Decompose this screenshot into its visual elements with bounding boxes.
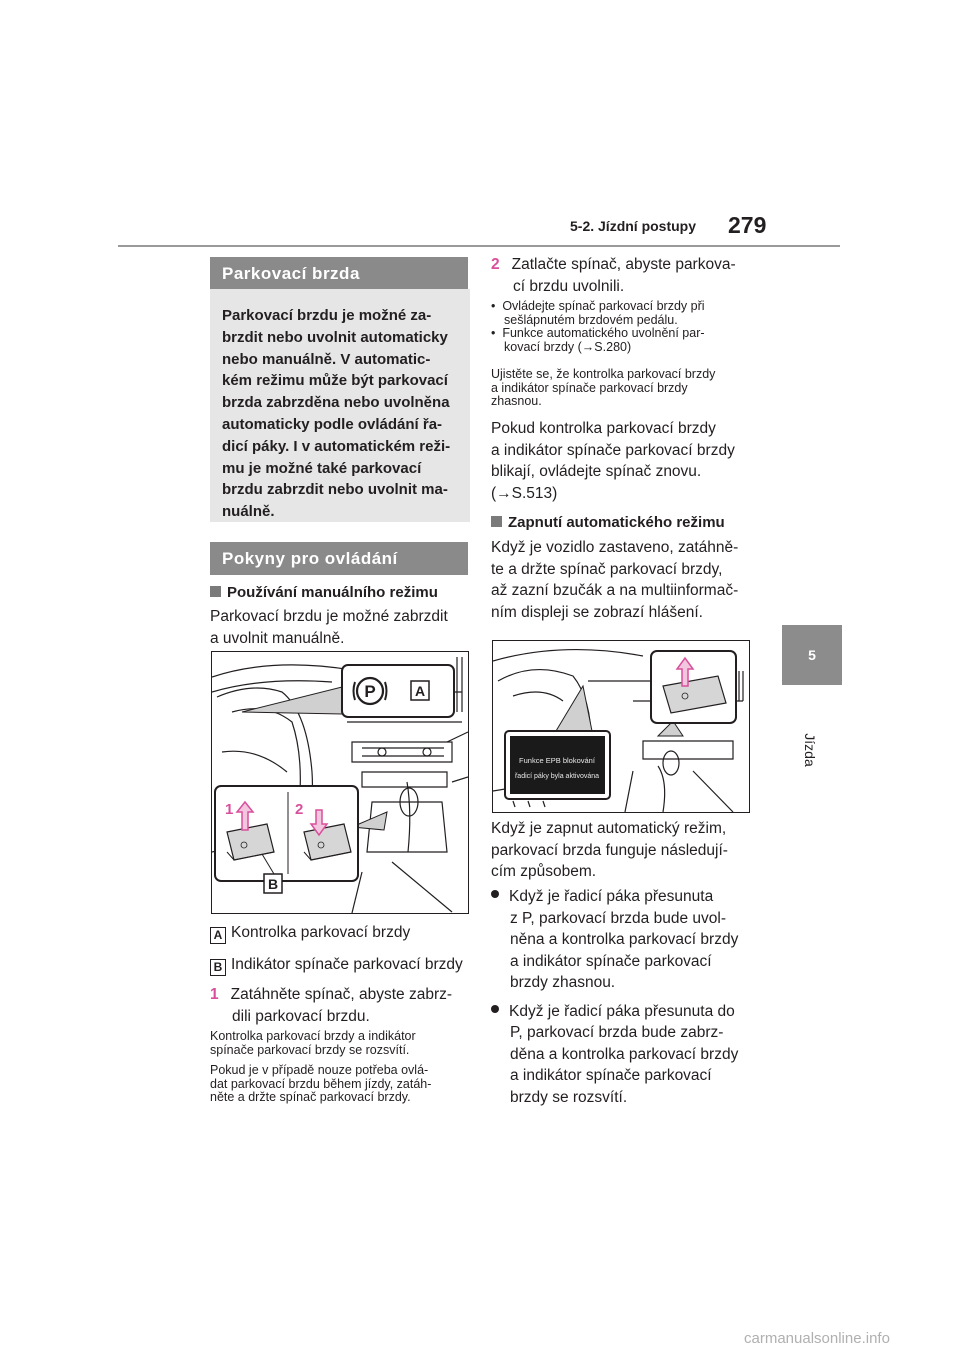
text-line: sešlápnutém brzdovém pedálu. xyxy=(504,312,678,327)
legend-a xyxy=(210,922,410,944)
bullet-dot-icon xyxy=(491,1005,499,1013)
square-bullet-icon xyxy=(210,586,221,597)
text-line: a indikátor spínače parkovací xyxy=(510,1067,712,1084)
step-1-note-1 xyxy=(210,1030,416,1057)
step-1 xyxy=(210,984,452,1027)
bullet-list xyxy=(491,886,738,1108)
legend-b xyxy=(210,954,463,976)
auto-mode-heading-text: Zapnutí automatického režimu xyxy=(508,514,725,531)
text-line: Když je zapnut automatický režim, xyxy=(491,820,727,837)
bullet-dot-icon xyxy=(491,890,499,898)
auto-mode-heading xyxy=(491,514,725,531)
intro-line: nebo manuálně. V automatic- xyxy=(222,350,431,368)
legend-key-b: B xyxy=(210,959,226,976)
text-line: Parkovací brzdu je možné zabrzdit xyxy=(210,608,448,625)
step-2-number: 2 xyxy=(491,256,500,273)
text-line: zhasnou. xyxy=(491,394,542,408)
text-line: něna a kontrolka parkovací brzdy xyxy=(510,931,739,948)
intro-line: automaticky podle ovládání řa- xyxy=(222,415,443,433)
header-rule xyxy=(118,245,840,247)
section-header: 5-2. Jízdní postupy xyxy=(570,218,697,234)
text-line: Kontrolka parkovací brzdy a indikátor xyxy=(210,1029,416,1043)
text-line: dat parkovací brzdu během jízdy, zatáh- xyxy=(210,1076,432,1091)
chapter-number: 5 xyxy=(808,647,816,663)
step-2 xyxy=(491,254,736,297)
text-line: ním displeji se zobrazí hlášení. xyxy=(491,603,703,621)
text-line: a indikátor spínače parkovací brzdy xyxy=(491,380,688,395)
text-line: Ujistěte se, že kontrolka parkovací brzdy xyxy=(491,367,716,381)
intro-line: Parkovací brzdu je možné za- xyxy=(222,307,432,324)
text-line: Pokud kontrolka parkovací brzdy xyxy=(491,420,716,437)
text-line: Když je vozidlo zastaveno, zatáhně- xyxy=(491,539,739,556)
list-item: • Ovládejte spínač parkovací brzdy při sešlápnutém brzdovém pedálu. xyxy=(491,299,705,327)
display-line-2: řadicí páky byla aktivována xyxy=(514,773,600,780)
text-line: Pokud je v případě nouze potřeba ovlá- xyxy=(210,1063,429,1077)
intro-line: nuálně. xyxy=(222,503,275,521)
text-line: Zatlačte spínač, abyste parkova- xyxy=(511,256,736,273)
text-line: blikají, ovládejte spínač znovu. xyxy=(491,463,702,480)
text-line: kovací brzdy (→S.280) xyxy=(504,339,632,354)
text-line: brzdy se rozsvítí. xyxy=(510,1088,628,1106)
list-item xyxy=(491,1001,738,1109)
step-1-label: 1 xyxy=(225,801,234,818)
step-2-label: 2 xyxy=(295,801,304,818)
dashboard-illustration xyxy=(212,652,468,913)
step-1-note-2 xyxy=(210,1064,431,1105)
square-bullet-icon xyxy=(491,516,502,527)
text-line: děna a kontrolka parkovací brzdy xyxy=(510,1045,739,1063)
text-line: Když je řadicí páka přesunuta xyxy=(509,888,714,905)
text-line: Zatáhněte spínač, abyste zabrz- xyxy=(230,986,453,1003)
text-line: Funkce automatického uvolnění par- xyxy=(502,326,705,340)
list-item: • Funkce automatického uvolnění par- kovací brzdy (→S.280) xyxy=(491,326,705,354)
text-line: Když je řadicí páka přesunuta do xyxy=(509,1002,735,1020)
auto-mode-text xyxy=(491,537,738,623)
auto-on-text xyxy=(491,818,728,883)
text-line: spínače parkovací brzdy se rozsvítí. xyxy=(210,1042,410,1057)
intro-line: mu je možné také parkovací xyxy=(222,459,422,477)
intro-line: brzdit nebo uvolnit automaticky xyxy=(222,328,448,346)
page-number: 279 xyxy=(728,212,767,238)
text-line: až zazní bzučák a na multiinformač- xyxy=(491,582,739,599)
text-line: te a držte spínač parkovací brzdy, xyxy=(491,560,723,578)
text-line: cím způsobem. xyxy=(491,863,597,880)
text-line: (→S.513) xyxy=(491,484,558,502)
list-item xyxy=(491,886,738,994)
manual-mode-heading-text: Používání manuálního režimu xyxy=(227,584,438,601)
section-title-parking-brake: Parkovací brzda xyxy=(210,257,468,290)
legend-key-a: A xyxy=(210,927,226,944)
figure-auto-mode xyxy=(492,640,750,813)
p-symbol: P xyxy=(364,682,376,701)
step-2-note xyxy=(491,368,715,409)
text-line: dili parkovací brzdu. xyxy=(232,1007,370,1025)
text-line: Ovládejte spínač parkovací brzdy při xyxy=(502,299,705,313)
text-line: a indikátor spínače parkovací brzdy xyxy=(491,441,735,459)
chapter-label-container xyxy=(800,712,824,792)
dashboard-display-illustration xyxy=(493,641,749,812)
legend-b-text: Indikátor spínače parkovací brzdy xyxy=(231,956,463,973)
intro-line: brzdu zabrzdit nebo uvolnit ma- xyxy=(222,481,448,499)
figure-label-a: A xyxy=(414,683,426,699)
section-title-instructions: Pokyny pro ovládání xyxy=(210,542,468,575)
chapter-tab[interactable] xyxy=(782,625,842,685)
manual-mode-heading xyxy=(210,584,438,601)
step-1-number: 1 xyxy=(210,986,219,1003)
display-line-1: Funkce EPB blokování xyxy=(519,756,595,765)
blink-text xyxy=(491,418,735,504)
text-line: a uvolnit manuálně. xyxy=(210,629,345,647)
text-line: P, parkovací brzda bude zabrz- xyxy=(510,1024,724,1041)
watermark: carmanualsonline.info xyxy=(744,1330,890,1347)
manual-mode-text xyxy=(210,606,448,649)
legend-a-text: Kontrolka parkovací brzdy xyxy=(231,924,411,941)
intro-line: brzda zabrzděna nebo uvolněna xyxy=(222,394,450,412)
intro-line: dicí páky. I v automatickém reži- xyxy=(222,437,451,455)
intro-line: kém režimu může být parkovací xyxy=(222,372,448,390)
text-line: z P, parkovací brzda bude uvol- xyxy=(510,909,726,927)
text-line: parkovací brzda funguje následují- xyxy=(491,841,728,859)
text-line: cí brzdu uvolnili. xyxy=(513,277,625,295)
intro-box xyxy=(210,289,470,522)
figure-label-b: B xyxy=(267,876,279,892)
figure-manual-mode xyxy=(211,651,469,914)
text-line: a indikátor spínače parkovací xyxy=(510,952,712,970)
text-line: brzdy zhasnou. xyxy=(510,974,616,991)
step-2-bullets xyxy=(491,300,705,354)
chapter-label: Jízda xyxy=(802,733,818,767)
text-line: něte a držte spínač parkovací brzdy. xyxy=(210,1090,411,1104)
